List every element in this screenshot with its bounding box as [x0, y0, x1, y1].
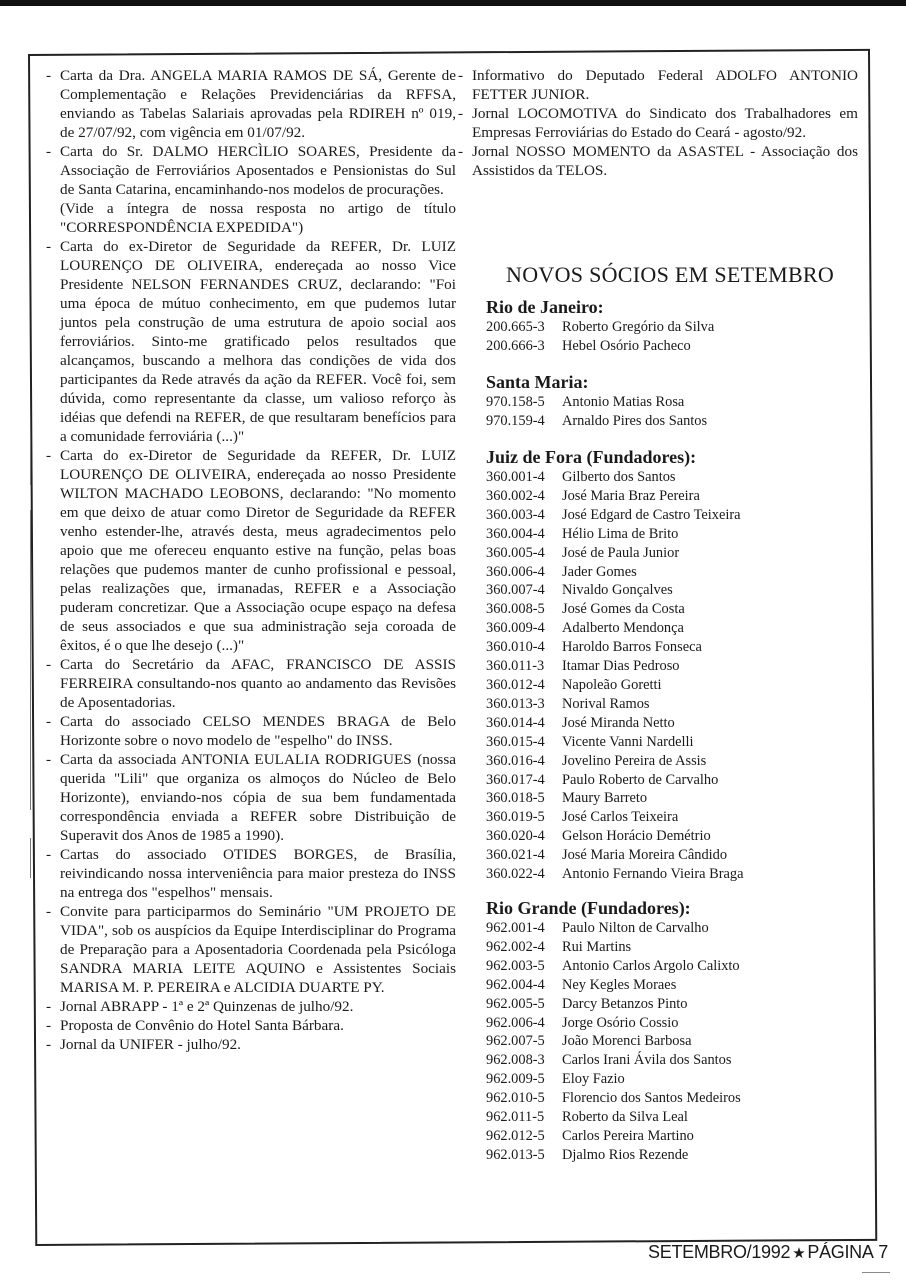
group-heading: Santa Maria: [486, 372, 589, 392]
member-name: Carlos Pereira Martino [562, 1127, 694, 1144]
member-name: José Edgard de Castro Teixeira [562, 506, 741, 523]
member-row [486, 506, 866, 525]
binding-mark [30, 838, 31, 878]
member-code: 360.006-4 [486, 563, 545, 580]
issue-date: SETEMBRO/1992 [648, 1242, 791, 1262]
member-name: Haroldo Barros Fonseca [562, 639, 702, 656]
member-name: Antonio Carlos Argolo Calixto [562, 957, 740, 974]
member-row [486, 638, 866, 657]
list-item: - Informativo do Deputado Federal ADOLFO ANTONIO FETTER JUNIOR. [458, 67, 858, 103]
member-code: 360.020-4 [486, 828, 545, 845]
member-row [486, 318, 866, 337]
member-name: Carlos Irani Ávila dos Santos [562, 1052, 732, 1069]
member-code: 962.005-5 [486, 995, 545, 1012]
member-row [486, 1014, 866, 1033]
member-code: 360.007-4 [486, 582, 545, 599]
member-row [486, 525, 866, 544]
member-name: Paulo Nilton de Carvalho [562, 920, 709, 936]
member-name: Roberto da Silva Leal [562, 1109, 688, 1126]
member-row [486, 919, 866, 938]
member-row [486, 827, 866, 846]
member-name: Nivaldo Gonçalves [562, 582, 673, 599]
correspondence-list-left [46, 66, 456, 1054]
member-code: 360.018-5 [486, 790, 545, 807]
member-row [486, 976, 866, 995]
member-row [486, 789, 866, 808]
member-name: Antonio Fernando Vieira Braga [562, 866, 744, 883]
member-name: Arnaldo Pires dos Santos [562, 412, 708, 429]
member-row [486, 752, 866, 771]
member-code: 360.013-3 [486, 695, 545, 712]
list-item: - Carta do Secretário da AFAC, FRANCISCO DE ASSIS FERREIRA consultando-nos quanto ao andamento das Revisões de Aposentadorias. [46, 656, 456, 711]
member-group-santa-maria [486, 371, 866, 431]
member-name: Napoleão Goretti [562, 676, 662, 693]
member-row [486, 657, 866, 676]
member-code: 962.002-4 [486, 938, 545, 955]
page-footer [648, 1242, 888, 1263]
member-name: Djalmo Rios Rezende [562, 1146, 689, 1163]
member-row [486, 995, 866, 1014]
member-name: José Miranda Netto [562, 714, 675, 731]
member-code: 962.010-5 [486, 1090, 545, 1107]
list-item: - Jornal da UNIFER - julho/92. [46, 1036, 241, 1053]
list-item: - Carta do Sr. DALMO HERCÌLIO SOARES, Presidente da Associação de Ferroviários Aposentados e Pensionistas do Sul de Santa Catarina, encaminhando-nos modelos de procurações. (Vide a íntegra de nossa resposta no artigo de título "CORRESPONDÊNCIA EXPEDIDA") [46, 143, 456, 236]
list-item: - Jornal ABRAPP - 1ª e 2ª Quinzenas de julho/92. [46, 998, 354, 1015]
member-code: 962.001-4 [486, 920, 545, 936]
member-code: 360.012-4 [486, 676, 545, 693]
member-group-juiz-de-fora [486, 446, 866, 884]
member-name: Darcy Betanzos Pinto [562, 995, 688, 1012]
member-code: 962.007-5 [486, 1033, 545, 1050]
member-name: José Carlos Teixeira [562, 809, 679, 826]
correspondence-list-right [458, 66, 858, 180]
member-row [486, 1070, 866, 1089]
member-code: 962.012-5 [486, 1127, 545, 1144]
list-item: - Carta do associado CELSO MENDES BRAGA de Belo Horizonte sobre o novo modelo de "espelho" do INSS. [46, 713, 456, 749]
member-name: José Gomes da Costa [562, 601, 685, 618]
member-code: 360.009-4 [486, 620, 545, 637]
member-name: Jovelino Pereira de Assis [562, 752, 707, 769]
member-name: Jorge Osório Cossio [562, 1014, 679, 1031]
member-row [486, 600, 866, 619]
member-name: Paulo Roberto de Carvalho [562, 771, 719, 788]
list-item: - Proposta de Convênio do Hotel Santa Bárbara. [46, 1017, 344, 1034]
member-name: Gilberto dos Santos [562, 469, 676, 485]
member-row [486, 619, 866, 638]
star-icon: ★ [792, 1245, 806, 1262]
list-item: - Carta do ex-Diretor de Seguridade da REFER, Dr. LUIZ LOURENÇO DE OLIVEIRA, endereçada ao nosso Vice Presidente NELSON FERNANDES CRUZ, declarando: "Foi uma época de mútuo conhecimento, em que pudemos lutar juntos pela construção de uma estrutura de apoio social aos ferroviários. Sinto-me gratificado pelos resultados que alcançamos, buscando a melhora das condições de vida dos participantes da Rede através da ação da REFER. Você foi, sem dúvida, como representante da classe, um valioso reforço às idéias que defendi na REFER, de que resultaram benefícios para a comunidade ferroviária (...)" [46, 238, 456, 445]
member-code: 360.001-4 [486, 469, 545, 485]
member-name: Adalberto Mendonça [562, 620, 684, 637]
member-code: 360.015-4 [486, 733, 545, 750]
member-name: Roberto Gregório da Silva [562, 319, 715, 335]
member-row [486, 581, 866, 600]
member-code: 962.011-5 [486, 1109, 545, 1126]
section-title: NOVOS SÓCIOS EM SETEMBRO [506, 262, 835, 287]
member-code: 962.009-5 [486, 1071, 545, 1088]
member-code: 360.017-4 [486, 771, 545, 788]
member-code: 360.011-3 [486, 658, 545, 675]
member-row [486, 1089, 866, 1108]
member-row [486, 938, 866, 957]
member-code: 360.010-4 [486, 639, 545, 656]
member-code: 360.005-4 [486, 544, 545, 561]
member-row [486, 563, 866, 582]
group-heading: Rio de Janeiro: [486, 297, 604, 317]
member-row [486, 676, 866, 695]
member-code: 962.003-5 [486, 957, 545, 974]
member-row [486, 714, 866, 733]
member-code: 962.004-4 [486, 976, 545, 993]
page-number: 7 [878, 1242, 888, 1262]
member-name: Gelson Horácio Demétrio [562, 828, 711, 845]
member-code: 360.021-4 [486, 847, 545, 864]
member-name: José Maria Braz Pereira [562, 487, 700, 504]
member-code: 360.002-4 [486, 487, 545, 504]
scan-mark [862, 1272, 890, 1273]
list-item: - Carta do ex-Diretor de Seguridade da REFER, Dr. LUIZ LOURENÇO DE OLIVEIRA, endereçada ao nosso Presidente WILTON MACHADO LEOBONS, declarando: "No momento em que deixo de atuar como Diretor de Seguridade da REFER venho estender-lhe, através desta, meus agradecimentos pelo apoio que me ofereceu enquanto estive na função, pelas boas relações que pudemos manter de cunho profissional e pessoal, pelas realizações que, irmanadas, REFER e a Associação puderam concretizar. Que a Associação ocupe espaço na defesa de seus associados e que sua administração seja coroada de êxitos, é o que lhe desejo (...)" [46, 447, 456, 654]
member-row [486, 865, 866, 884]
member-name: Florencio dos Santos Medeiros [562, 1090, 741, 1107]
member-name: Jader Gomes [562, 563, 637, 580]
member-row [486, 1127, 866, 1146]
member-name: João Morenci Barbosa [562, 1033, 692, 1050]
member-name: Rui Martins [562, 938, 632, 955]
member-name: Antonio Matias Rosa [562, 394, 685, 410]
member-row [486, 1108, 866, 1127]
member-name: Ney Kegles Moraes [562, 976, 677, 993]
member-row [486, 733, 866, 752]
member-code: 200.666-3 [486, 337, 545, 354]
page-label: PÁGINA [807, 1242, 874, 1262]
member-code: 360.004-4 [486, 525, 545, 542]
binding-mark [30, 445, 31, 485]
member-name: Eloy Fazio [562, 1071, 625, 1088]
member-group-rio-de-janeiro [486, 296, 866, 356]
member-name: Itamar Dias Pedroso [562, 658, 680, 675]
member-name: Maury Barreto [562, 790, 648, 807]
member-row [486, 468, 866, 487]
group-heading: Juiz de Fora (Fundadores): [486, 447, 697, 467]
scan-top-edge [0, 0, 906, 6]
member-code: 360.022-4 [486, 866, 545, 883]
list-item: - Convite para participarmos do Seminário "UM PROJETO DE VIDA", sob os auspícios da Equipe Interdisciplinar do Programa de Preparação para a Aposentadoria Coordenada pela Psicóloga SANDRA MARIA LEITE AQUINO e Assistentes Sociais MARISA M. P. PEREIRA e ALCIDIA DUARTE PY. [46, 903, 456, 996]
list-item: - Jornal LOCOMOTIVA do Sindicato dos Trabalhadores em Empresas Ferroviárias do Estado do Ceará - agosto/92. [458, 105, 858, 141]
member-row [486, 544, 866, 563]
member-group-rio-grande [486, 897, 866, 1165]
member-name: José Maria Moreira Cândido [562, 847, 728, 864]
member-row [486, 487, 866, 506]
member-row [486, 1146, 866, 1165]
member-row [486, 1032, 866, 1051]
list-item: - Jornal NOSSO MOMENTO da ASASTEL - Associação dos Assistidos da TELOS. [458, 143, 858, 179]
member-code: 200.665-3 [486, 319, 545, 335]
list-item: - Carta da associada ANTONIA EULALIA RODRIGUES (nossa querida "Lili" que organiza os almoços do Núcleo de Belo Horizonte), enviando-nos cópia de sua bem fundamentada correspondência enviada a REFER sobre Distribuição de Superavit dos Anos de 1985 a 1990). [46, 751, 456, 844]
group-heading: Rio Grande (Fundadores): [486, 898, 691, 918]
member-code: 962.008-3 [486, 1052, 545, 1069]
item-note: (Vide a íntegra de nossa resposta no artigo de título "CORRESPONDÊNCIA EXPEDIDA") [60, 200, 456, 236]
member-code: 962.013-5 [486, 1146, 545, 1163]
member-code: 360.008-5 [486, 601, 545, 618]
member-row [486, 337, 866, 356]
member-code: 962.006-4 [486, 1014, 545, 1031]
member-code: 970.158-5 [486, 394, 545, 410]
member-row [486, 771, 866, 790]
member-code: 360.016-4 [486, 752, 545, 769]
member-name: Vicente Vanni Nardelli [562, 733, 694, 750]
member-code: 360.019-5 [486, 809, 545, 826]
member-code: 360.014-4 [486, 714, 545, 731]
binding-mark [30, 510, 31, 810]
member-name: Hebel Osório Pacheco [562, 337, 691, 354]
member-name: Norival Ramos [562, 695, 650, 712]
member-row [486, 846, 866, 865]
member-row [486, 957, 866, 976]
member-code: 970.159-4 [486, 412, 545, 429]
member-code: 360.003-4 [486, 506, 545, 523]
list-item: - Carta da Dra. ANGELA MARIA RAMOS DE SÁ, Gerente de Complementação e Relações Previdenciárias da RFFSA, enviando as Tabelas Salariais aprovadas pela RDIREH nº 019, de 27/07/92, com vigência em 01/07/92. [46, 67, 456, 141]
member-row [486, 393, 866, 412]
list-item: - Cartas do associado OTIDES BORGES, de Brasília, reivindicando nossa interveniência para maior presteza do INSS na entrega dos "espelhos" mensais. [46, 846, 456, 901]
member-row [486, 412, 866, 431]
member-row [486, 808, 866, 827]
member-row [486, 1051, 866, 1070]
member-name: Hélio Lima de Brito [562, 525, 679, 542]
member-name: José de Paula Junior [562, 544, 680, 561]
member-row [486, 695, 866, 714]
